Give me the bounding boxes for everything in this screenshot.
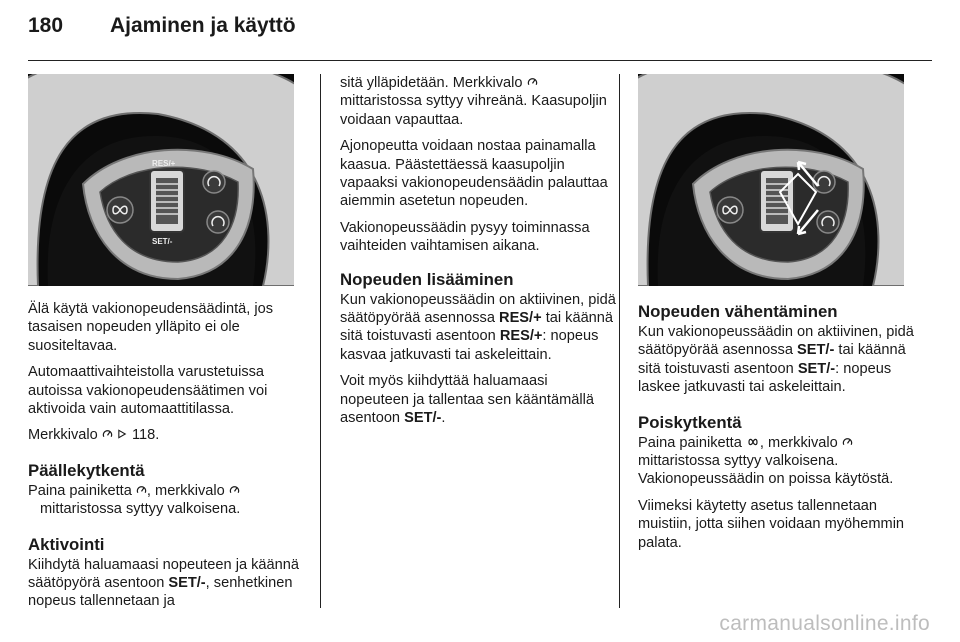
column-divider bbox=[320, 74, 321, 608]
text: Merkkivalo bbox=[28, 427, 98, 444]
bold-term: RES/+ bbox=[499, 310, 542, 327]
page-reference-arrow-icon bbox=[117, 428, 128, 440]
text: : nopeus kasvaa jatkuvasti tai askeleittain. bbox=[340, 328, 599, 363]
text: 118. bbox=[131, 427, 160, 444]
paragraph bbox=[340, 74, 618, 129]
paragraph bbox=[638, 434, 930, 489]
text: Kun vakionopeussäädin on aktiivinen, pidä säätöpyörää asennossa bbox=[638, 324, 914, 359]
text: Paina painiketta bbox=[28, 482, 132, 499]
text: : nopeus laskee jatkuvasti tai askeleittain. bbox=[638, 360, 892, 396]
text: Kiihdytä haluamaasi nopeuteen ja käännä säätöpyörä asentoon bbox=[28, 556, 299, 592]
paragraph bbox=[28, 482, 306, 519]
text: mittaristossa syttyy valkoisena. bbox=[40, 501, 241, 518]
section-heading: Päällekytkentä bbox=[28, 460, 145, 480]
bold-term: SET/- bbox=[404, 410, 442, 427]
cancel-icon bbox=[746, 436, 760, 448]
text: Kun vakionopeussäädin on aktiivinen, pidä säätöpyörää asennossa bbox=[340, 291, 616, 327]
paragraph bbox=[28, 426, 306, 444]
cruise-control-icon bbox=[102, 428, 113, 440]
paragraph: Älä käytä vakionopeudensäädintä, jos tasaisen nopeuden ylläpito ei ole suositeltavaa. bbox=[28, 301, 274, 354]
text: tai käännä sitä toistuvasti asentoon bbox=[340, 310, 614, 345]
text: Paina painiketta bbox=[638, 434, 742, 451]
bold-term: SET/- bbox=[797, 342, 835, 359]
cruise-control-icon bbox=[136, 484, 147, 496]
figure-label-res: RES/+ bbox=[152, 159, 176, 168]
column-divider bbox=[619, 74, 620, 608]
text: Voit myös kiihdyttää haluamaasi nopeuteen ja tallentaa sen kääntämällä asentoon bbox=[340, 373, 594, 427]
text: sitä ylläpidetään. Merkkivalo bbox=[340, 75, 523, 91]
text: mittaristossa syttyy vihreänä. Kaasupoljin voidaan vapauttaa. bbox=[340, 93, 607, 128]
paragraph: Ajonopeutta voidaan nostaa painamalla kaasua. Päästettäessä kaasupoljin vapaaksi vakionopeudensäädin palauttaa aiemmin asetetun nopeuden. bbox=[340, 138, 608, 210]
paragraph bbox=[340, 372, 618, 427]
cruise-control-icon bbox=[229, 484, 240, 496]
page-title: Ajaminen ja käyttö bbox=[110, 14, 296, 37]
paragraph bbox=[340, 291, 618, 365]
paragraph: Vakionopeussäädin pysyy toiminnassa vaihteiden vaihtamisen aikana. bbox=[340, 219, 590, 255]
cruise-control-icon bbox=[842, 436, 853, 448]
steering-wheel-figure-2 bbox=[638, 74, 904, 286]
bold-term: RES/+ bbox=[499, 328, 543, 345]
paragraph bbox=[638, 323, 930, 397]
text: , merkkivalo bbox=[146, 482, 225, 499]
column-1 bbox=[28, 74, 306, 619]
header-rule bbox=[28, 60, 932, 61]
column-2 bbox=[340, 74, 618, 436]
section-heading: Nopeuden lisääminen bbox=[340, 269, 514, 289]
watermark: carmanualsonline.info bbox=[719, 612, 930, 635]
steering-wheel-figure-1 bbox=[28, 74, 294, 286]
paragraph bbox=[28, 556, 306, 611]
bold-term: SET/- bbox=[797, 360, 836, 377]
text: , senhetkinen nopeus tallennetaan ja bbox=[28, 575, 293, 610]
page-number: 180 bbox=[28, 14, 64, 37]
bold-term: SET/- bbox=[168, 575, 206, 592]
paragraph: Automaattivaihteistolla varustetuissa autoissa vakionopeudensäätimen voi aktivoida vain automaattitilassa. bbox=[28, 364, 268, 418]
text: tai käännä sitä toistuvasti asentoon bbox=[638, 342, 906, 377]
text: , merkkivalo bbox=[759, 434, 838, 451]
text: . bbox=[441, 410, 446, 427]
cruise-control-icon bbox=[527, 76, 538, 88]
section-heading: Poiskytkentä bbox=[638, 412, 742, 432]
section-heading: Nopeuden vähentäminen bbox=[638, 302, 838, 321]
text: mittaristossa syttyy valkoisena. Vakionopeussäädin on poissa käytöstä. bbox=[638, 453, 894, 488]
figure-label-set: SET/- bbox=[152, 237, 173, 246]
section-heading: Aktivointi bbox=[28, 534, 105, 554]
column-3 bbox=[638, 74, 930, 560]
paragraph: Viimeksi käytetty asetus tallennetaan muistiin, jotta siihen voidaan myöhemmin palata. bbox=[638, 497, 905, 551]
page-header bbox=[28, 14, 296, 38]
